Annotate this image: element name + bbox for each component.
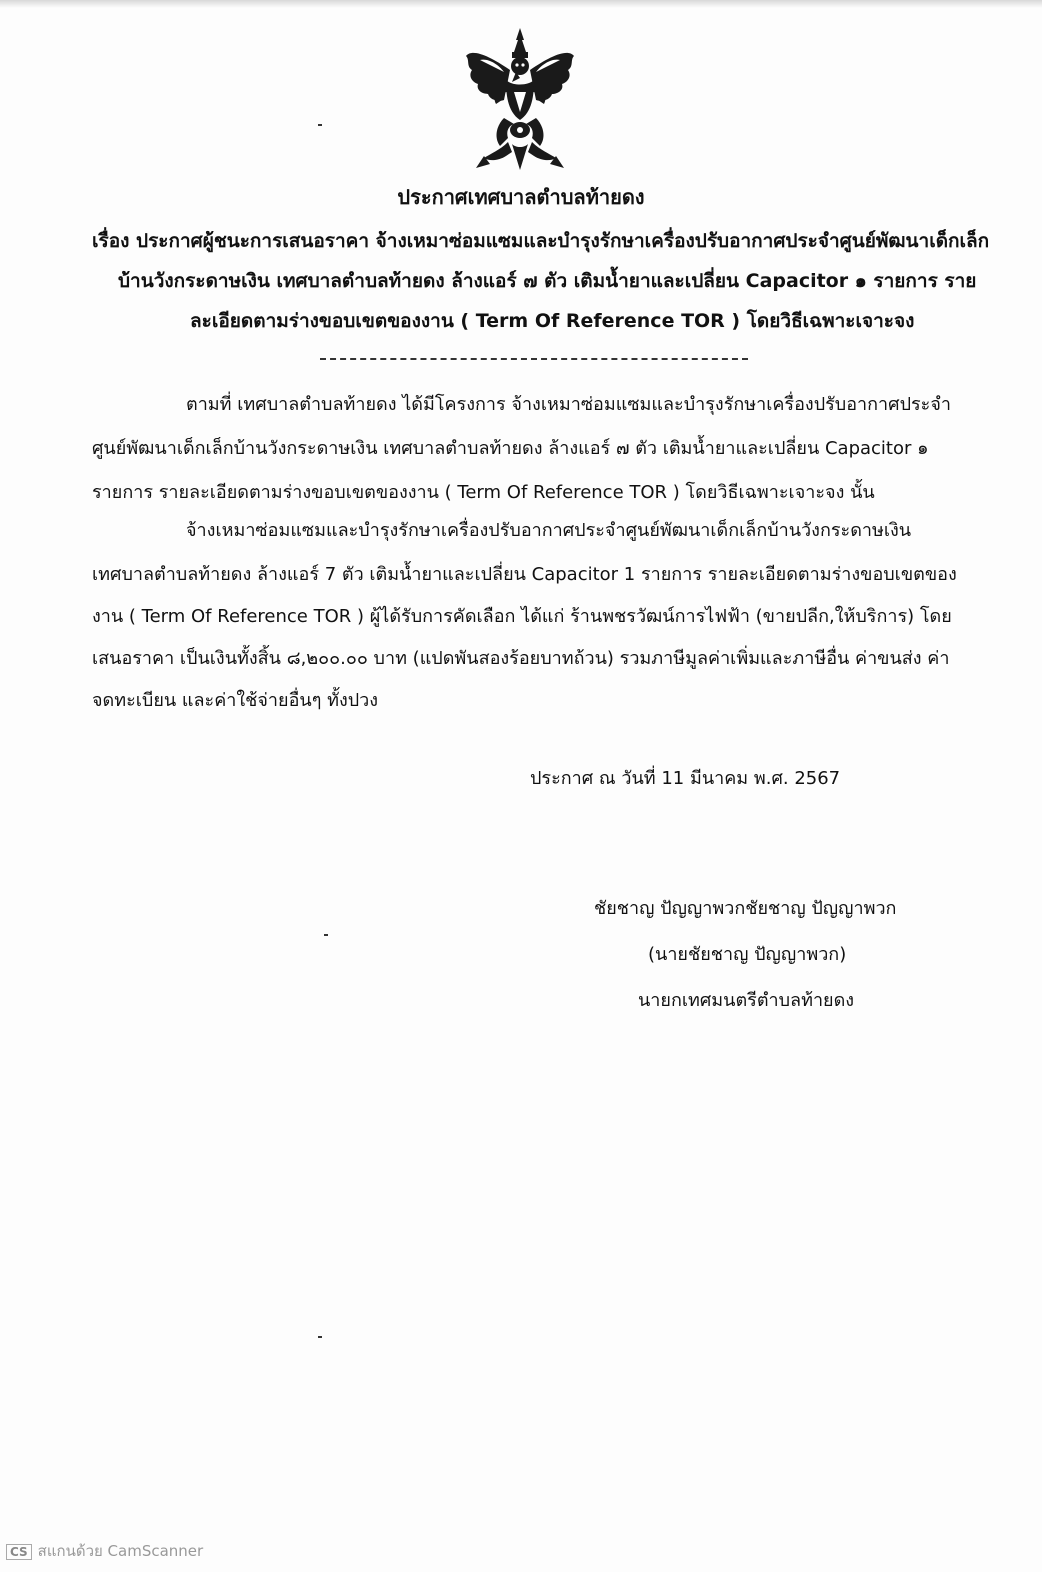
garuda-emblem-icon: [460, 26, 580, 174]
camscanner-badge: CS: [6, 1544, 32, 1560]
paragraph-1-line-2: ศูนย์พัฒนาเด็กเล็กบ้านวังกระดาษเงิน เทศบาลตำบลท้ายดง ล้างแอร์ ๗ ตัว เติมน้ำยาและเปลี่ยน Capacitor ๑: [92, 438, 929, 459]
paragraph-1-line-1: ตามที่ เทศบาลตำบลท้ายดง ได้มีโครงการ จ้างเหมาซ่อมแซมและบำรุงรักษาเครื่องปรับอากาศประจำ: [186, 394, 951, 415]
signature-signed: ชัยชาญ ปัญญาพวกชัยชาญ ปัญญาพวก: [594, 898, 897, 919]
paragraph-2-line-5: จดทะเบียน และค่าใช้จ่ายอื่นๆ ทั้งปวง: [92, 690, 379, 711]
paragraph-2-line-4: เสนอราคา เป็นเงินทั้งสิ้น ๘,๒๐๐.๐๐ บาท (แปดพันสองร้อยบาทถ้วน) รวมภาษีมูลค่าเพิ่มและภาษีอื่น ค่าขนส่ง ค่า: [92, 648, 950, 669]
paragraph-1-line-3: รายการ รายละเอียดตามร่างขอบเขตของงาน ( Term Of Reference TOR ) โดยวิธีเฉพาะเจาะจง นั้น: [92, 482, 875, 503]
dashed-separator: [320, 358, 748, 360]
camscanner-text: สแกนด้วย CamScanner: [37, 1542, 204, 1560]
scan-speck: [318, 1336, 322, 1338]
document-title: ประกาศเทศบาลตำบลท้ายดง: [397, 185, 645, 209]
subject-line-3: ละเอียดตามร่างขอบเขตของงาน ( Term Of Reference TOR ) โดยวิธีเฉพาะเจาะจง: [190, 310, 915, 332]
subject-line-1: เรื่อง ประกาศผู้ชนะการเสนอราคา จ้างเหมาซ่อมแซมและบำรุงรักษาเครื่องปรับอากาศประจำศูนย์พัฒนาเด็กเล็ก: [92, 230, 990, 252]
signature-position: นายกเทศมนตรีตำบลท้ายดง: [638, 990, 855, 1011]
subject-line-2: บ้านวังกระดาษเงิน เทศบาลตำบลท้ายดง ล้างแอร์ ๗ ตัว เติมน้ำยาและเปลี่ยน Capacitor ๑ รายการ ราย: [118, 270, 977, 292]
scan-speck: [318, 124, 322, 126]
paragraph-2-line-3: งาน ( Term Of Reference TOR ) ผู้ได้รับการคัดเลือก ได้แก่ ร้านพชรวัฒน์การไฟฟ้า (ขายปลีก,ให้บริการ) โดย: [92, 606, 952, 627]
paragraph-2-line-1: จ้างเหมาซ่อมแซมและบำรุงรักษาเครื่องปรับอากาศประจำศูนย์พัฒนาเด็กเล็กบ้านวังกระดาษเงิน: [186, 520, 912, 541]
scan-edge: [0, 0, 1042, 8]
scan-speck: [324, 934, 328, 936]
signature-name: (นายชัยชาญ ปัญญาพวก): [648, 944, 847, 965]
paragraph-2-line-2: เทศบาลตำบลท้ายดง ล้างแอร์ 7 ตัว เติมน้ำยาและเปลี่ยน Capacitor 1 รายการ รายละเอียดตามร่างขอบเขตของ: [92, 564, 957, 585]
announce-date: ประกาศ ณ วันที่ 11 มีนาคม พ.ศ. 2567: [530, 768, 841, 789]
camscanner-watermark: [6, 1539, 203, 1563]
